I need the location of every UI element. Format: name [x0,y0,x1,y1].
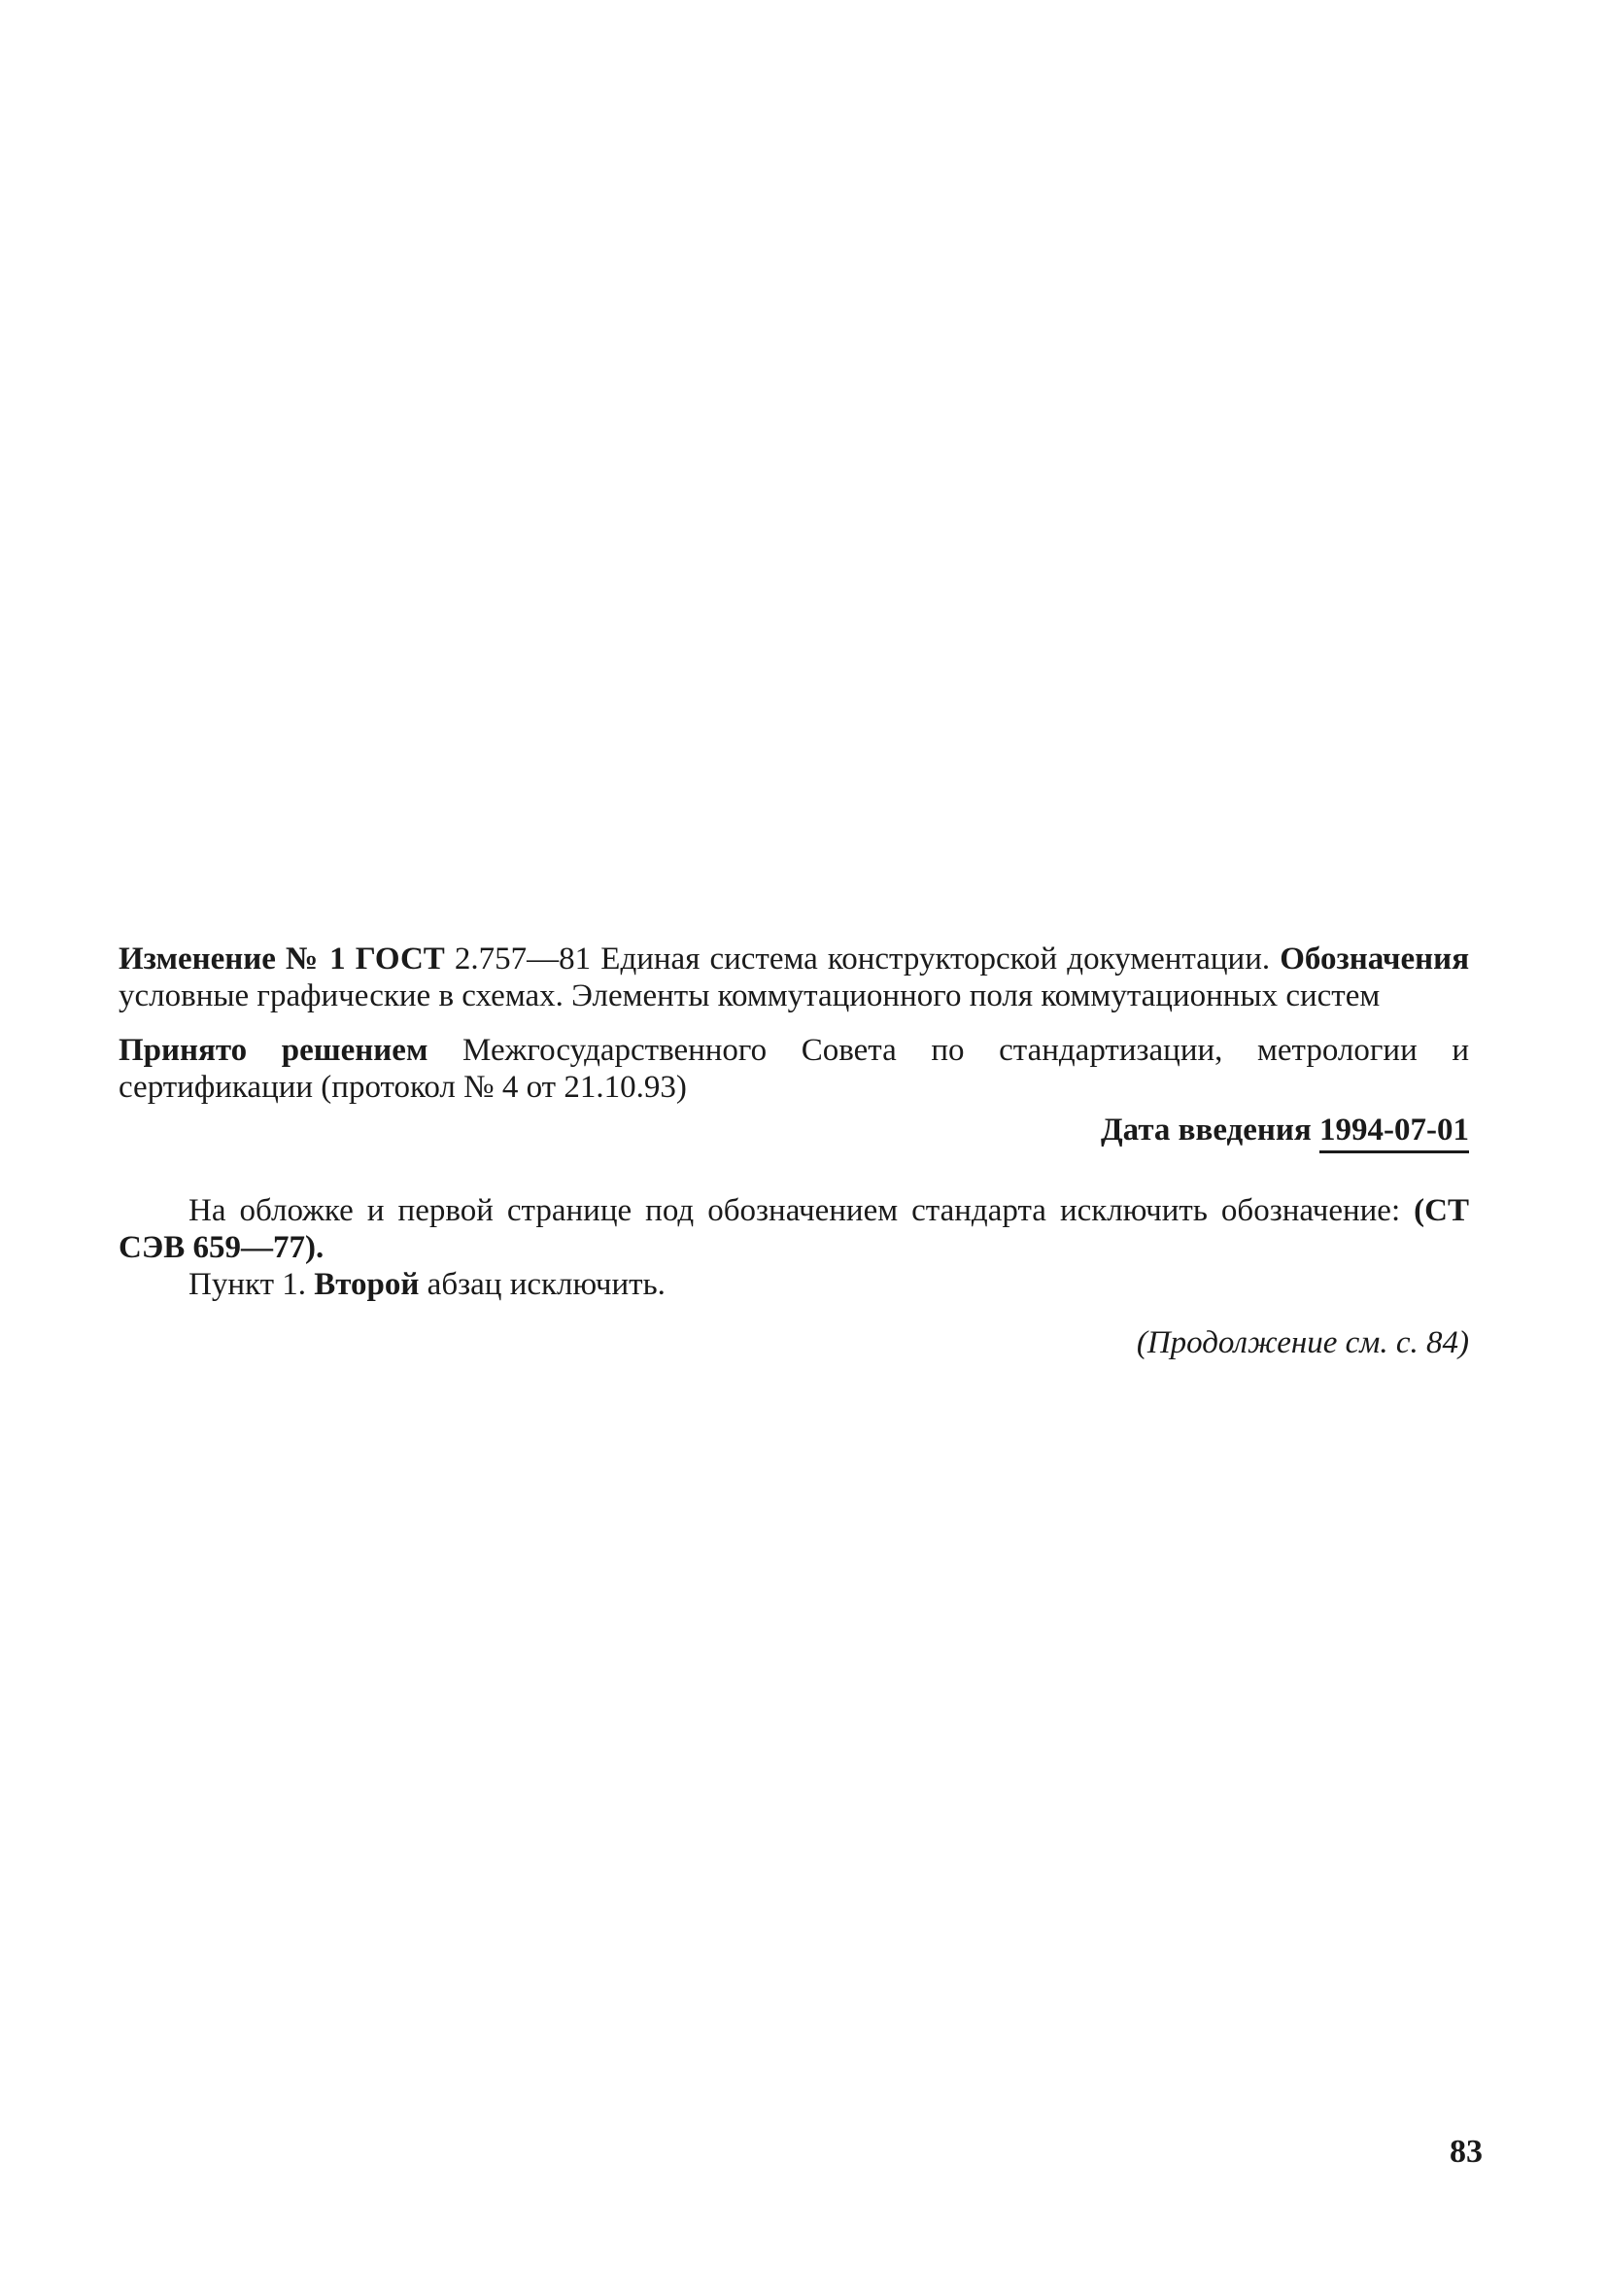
effective-date-label: Дата введения [1100,1113,1312,1148]
paragraph-2-text: абзац исключить. [427,1267,666,1302]
adoption-lead: Принято решением [119,1033,428,1068]
paragraph-1 [119,1192,1469,1266]
page-number: 83 [1450,2134,1483,2170]
paragraph-1-bold-tail: (СТ СЭВ 659—77). [119,1193,1470,1265]
paragraph-1-text: На обложке и первой странице под обозначением стандарта исключить обозначение: [188,1193,1401,1228]
amendment-body [119,1192,1469,1303]
paragraph-2-prefix: Пункт 1. [188,1267,307,1302]
amendment-title [119,941,1469,1014]
amendment-content [119,941,1469,1361]
adoption-text: Межгосударственного Совета по стандартизации, метрологии [462,1033,1418,1068]
title-part-1: Единая система конструкторской документации. [600,942,1271,977]
effective-date-line [119,1112,1469,1153]
standard-number: 2.757—81 [454,942,592,977]
effective-date-value: 1994-07-01 [1319,1112,1469,1153]
amendment-lead: Изменение № 1 ГОСТ [119,942,445,977]
paragraph-2-bold-part: Второй [314,1267,420,1302]
paragraph-2 [119,1266,1469,1303]
adoption-text-2: и сертификации (протокол № 4 от 21.10.93) [119,1033,1470,1105]
title-part-3: условные графические в схемах. Элементы коммутационного [119,978,962,1013]
title-part-2: Обозначения [1280,942,1470,977]
continuation-note: (Продолжение см. с. 84) [1136,1325,1469,1360]
title-part-4: поля коммутационных систем [969,978,1381,1013]
adoption-statement [119,1032,1469,1106]
